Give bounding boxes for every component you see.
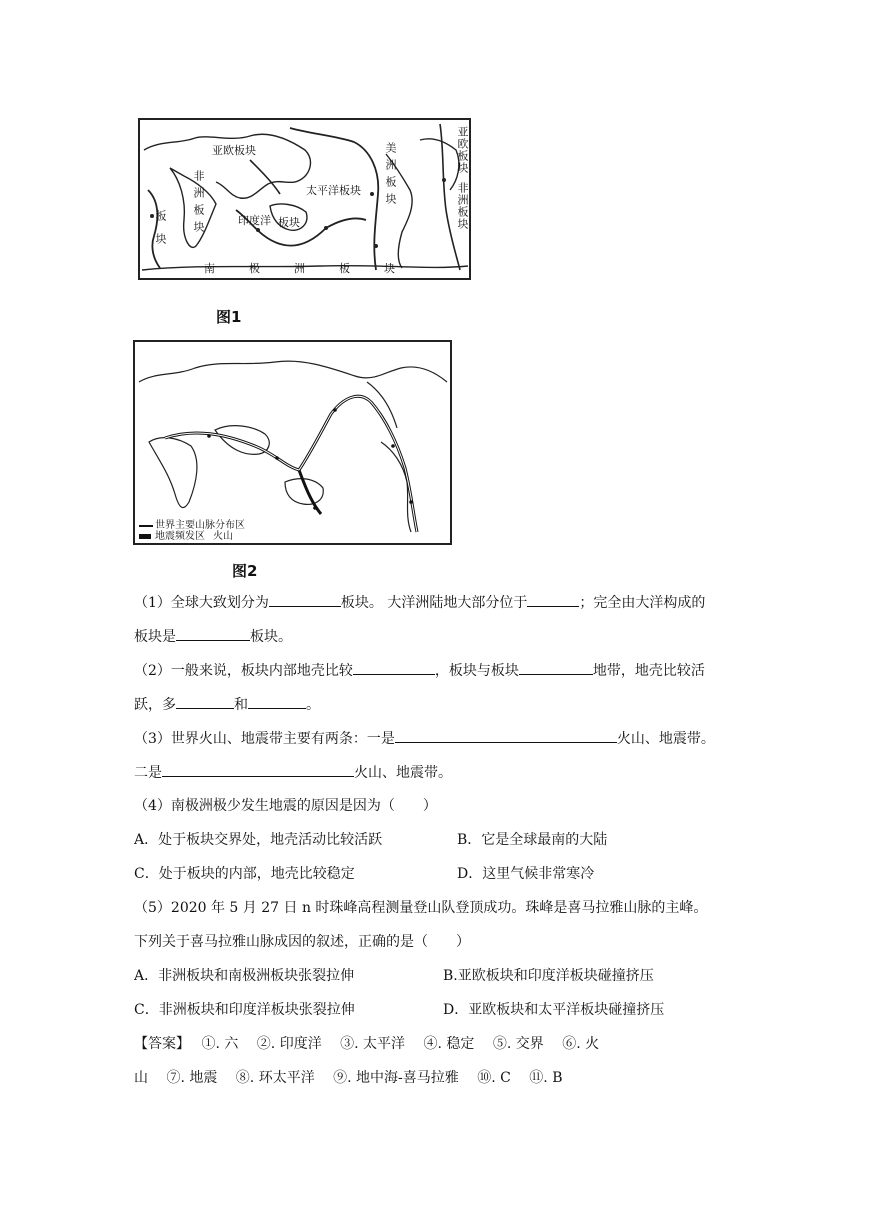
seismic-belt-map-drawing xyxy=(135,342,450,543)
q2-text-b: ，板块与板块 xyxy=(434,663,519,679)
label-american-plate: 美洲板块 xyxy=(384,142,397,210)
q1-text-b: 板块。 大洋洲陆地大部分位于 xyxy=(340,595,528,611)
q2-line2 xyxy=(134,694,320,715)
label-african-plate-right: 非洲板块 xyxy=(456,182,469,230)
label-antarctic-plate: 南极洲板块 xyxy=(204,262,429,275)
q3-line2 xyxy=(134,762,452,783)
q2-blank-3 xyxy=(176,694,234,709)
label-eurasian-plate: 亚欧板块 xyxy=(212,144,256,157)
answer-line2: 山 ⑦. 地震 ⑧. 环太平洋 ⑨. 地中海-喜马拉雅 ⑩. C ⑪. B xyxy=(134,1070,563,1086)
q3-text-c: 二是 xyxy=(134,765,162,781)
q2-text-f: 。 xyxy=(306,697,320,713)
q5-option-c: C．非洲板块和印度洋板块张裂拉伸 xyxy=(134,1002,355,1018)
answer-line1: 【答案】 ①. 六 ②. 印度洋 ③. 太平洋 ④. 稳定 ⑤. 交界 ⑥. 火 xyxy=(134,1036,600,1052)
label-indian-plate: 板块 xyxy=(278,216,300,229)
q1-text-a: （1）全球大致划分为 xyxy=(134,595,269,611)
legend-mountains: 世界主要山脉分布区 xyxy=(155,520,245,531)
q3-text-b: 火山、地震带。 xyxy=(616,731,715,747)
q2-text-c: 地带，地壳比较活 xyxy=(592,663,705,679)
q1-blank-2 xyxy=(527,592,579,607)
plate-map-figure xyxy=(138,118,471,280)
q5-option-a: A．非洲板块和南极洲板块张裂拉伸 xyxy=(134,968,355,984)
q4-option-d: D．这里气候非常寒冷 xyxy=(457,866,595,882)
legend-volcano: 火山 xyxy=(213,531,233,542)
q1-blank-1 xyxy=(269,592,341,607)
label-african-plate: 非洲板块 xyxy=(192,170,205,238)
q3-line1 xyxy=(134,728,715,749)
q2-text-a: （2）一般来说，板块内部地壳比较 xyxy=(134,663,353,679)
q4-option-a: A．处于板块交界处，地壳活动比较活跃 xyxy=(134,832,383,848)
q1-text-e: 板块。 xyxy=(250,629,292,645)
label-pacific-plate: 太平洋板块 xyxy=(306,184,361,197)
q5-stem-line2: 下列关于喜马拉雅山脉成因的叙述，正确的是（ ） xyxy=(134,934,470,950)
q2-blank-4 xyxy=(248,694,306,709)
q1-text-d: 板块是 xyxy=(134,629,176,645)
q5-option-d: D．亚欧板块和太平洋板块碰撞挤压 xyxy=(443,1002,665,1018)
q3-blank-2 xyxy=(162,762,354,777)
q2-blank-1 xyxy=(353,660,435,675)
q3-blank-1 xyxy=(395,728,617,743)
q4-option-c: C．处于板块的内部，地壳比较稳定 xyxy=(134,866,355,882)
q2-blank-2 xyxy=(519,660,593,675)
q1-line2 xyxy=(134,626,292,647)
figure2-caption: 图2 xyxy=(232,562,258,580)
figure1-caption: 图1 xyxy=(216,308,242,326)
legend-quake: 地震频发区 xyxy=(155,531,205,542)
q4-option-b: B．它是全球最南的大陆 xyxy=(457,832,608,848)
q2-line1 xyxy=(134,660,705,681)
q3-text-d: 火山、地震带。 xyxy=(354,765,452,781)
label-plate-left: 板块 xyxy=(154,210,167,256)
q5-option-b: B.亚欧板块和印度洋板块碰撞挤压 xyxy=(443,968,654,984)
q4-stem: （4）南极洲极少发生地震的原因是因为（ ） xyxy=(134,798,437,814)
q2-text-e: 和 xyxy=(234,697,248,713)
q1-line1 xyxy=(134,592,705,613)
seismic-belt-map-figure xyxy=(133,340,452,545)
q1-blank-3 xyxy=(176,626,250,641)
q3-text-a: （3）世界火山、地震带主要有两条：一是 xyxy=(134,731,395,747)
q2-text-d: 跃，多 xyxy=(134,697,176,713)
label-indian-ocean: 印度洋 xyxy=(238,214,271,227)
label-eurasian-plate-right: 亚欧板块 xyxy=(456,126,469,174)
q1-text-c: ；完全由大洋构成的 xyxy=(579,595,706,611)
q5-stem-line1: （5）2020 年 5 月 27 日 n 时珠峰高程测量登山队登顶成功。珠峰是喜马拉雅山脉的主峰。 xyxy=(134,900,708,916)
